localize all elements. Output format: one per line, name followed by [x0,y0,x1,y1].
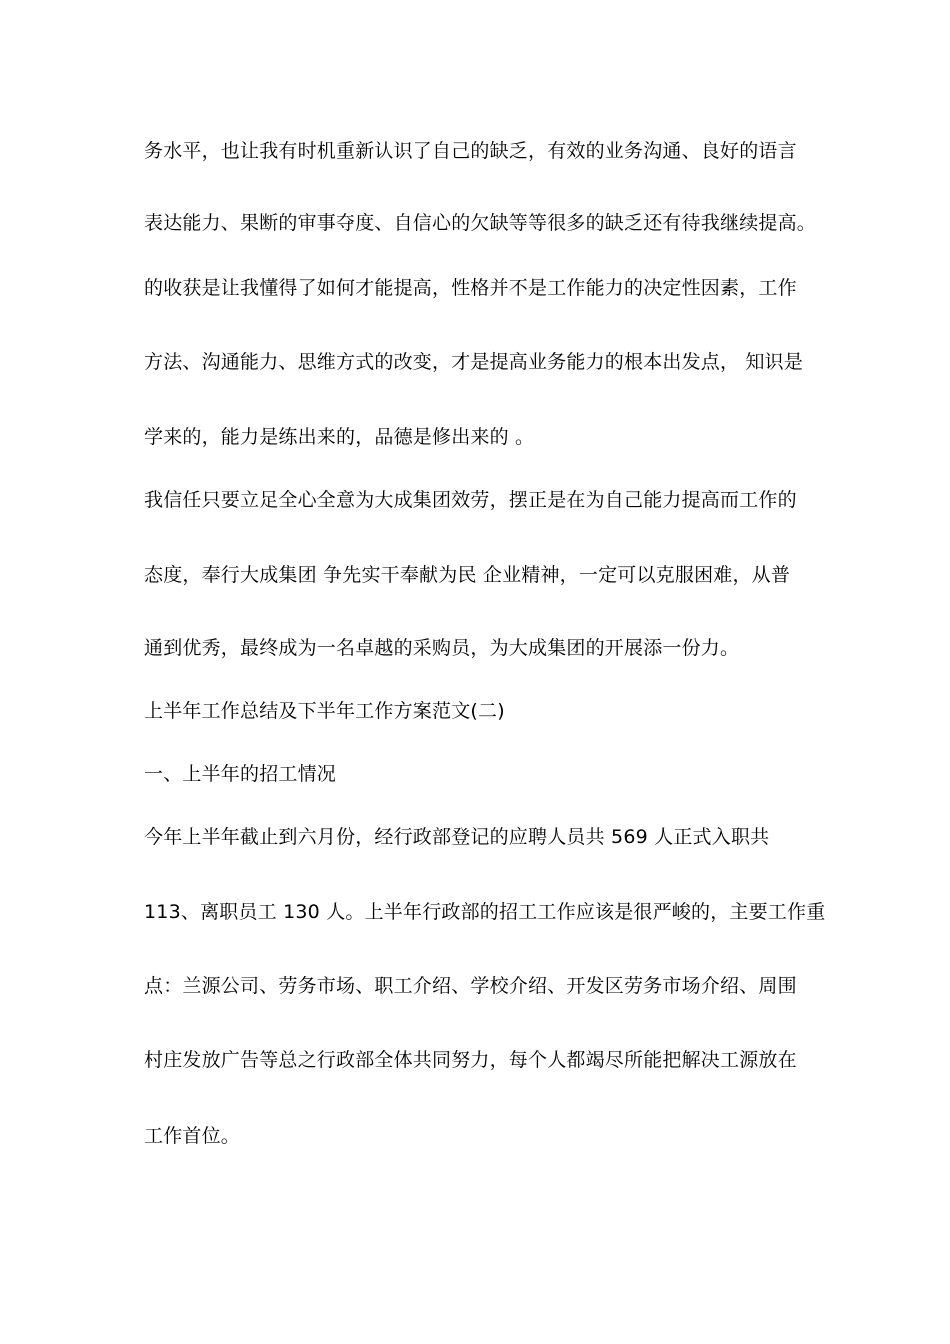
paragraph-line: 通到优秀，最终成为一名卓越的采购员，为大成集团的开展添一份力。 [144,637,740,659]
paragraph-line: 表达能力、果断的审事夺度、自信心的欠缺等等很多的缺乏还有待我继续提高。 [144,212,817,234]
paragraph-line: 点：兰源公司、劳务市场、职工介绍、学校介绍、开发区劳务市场介绍、周围 [144,975,797,997]
paragraph-line: 村庄发放广告等总之行政部全体共同努力，每个人都竭尽所能把解决工源放在 [144,1049,797,1071]
subsection-heading: 一、上半年的招工情况 [144,763,337,785]
paragraph-line: 我信任只要立足全心全意为大成集团效劳，摆正是在为自己能力提高而工作的 [144,489,797,511]
paragraph-line: 态度，奉行大成集团 争先实干奉献为民 企业精神，一定可以克服困难，从普 [144,564,791,586]
paragraph-line: 方法、沟通能力、思维方式的改变，才是提高业务能力的根本出发点， 知识是 [144,351,804,373]
paragraph-line: 务水平，也让我有时机重新认识了自己的缺乏，有效的业务沟通、良好的语言 [144,140,797,162]
paragraph-line: 工作首位。 [144,1125,241,1147]
paragraph-line: 今年上半年截止到六月份，经行政部登记的应聘人员共 569 人正式入职共 [144,826,770,848]
section-heading: 上半年工作总结及下半年工作方案范文(二) [144,700,505,722]
paragraph-line: 学来的，能力是练出来的，品德是修出来的 。 [144,426,535,448]
paragraph-line: 的收获是让我懂得了如何才能提高，性格并不是工作能力的决定性因素，工作 [144,277,797,299]
paragraph-line: 113、离职员工 130 人。上半年行政部的招工工作应该是很严峻的，主要工作重 [144,901,826,923]
